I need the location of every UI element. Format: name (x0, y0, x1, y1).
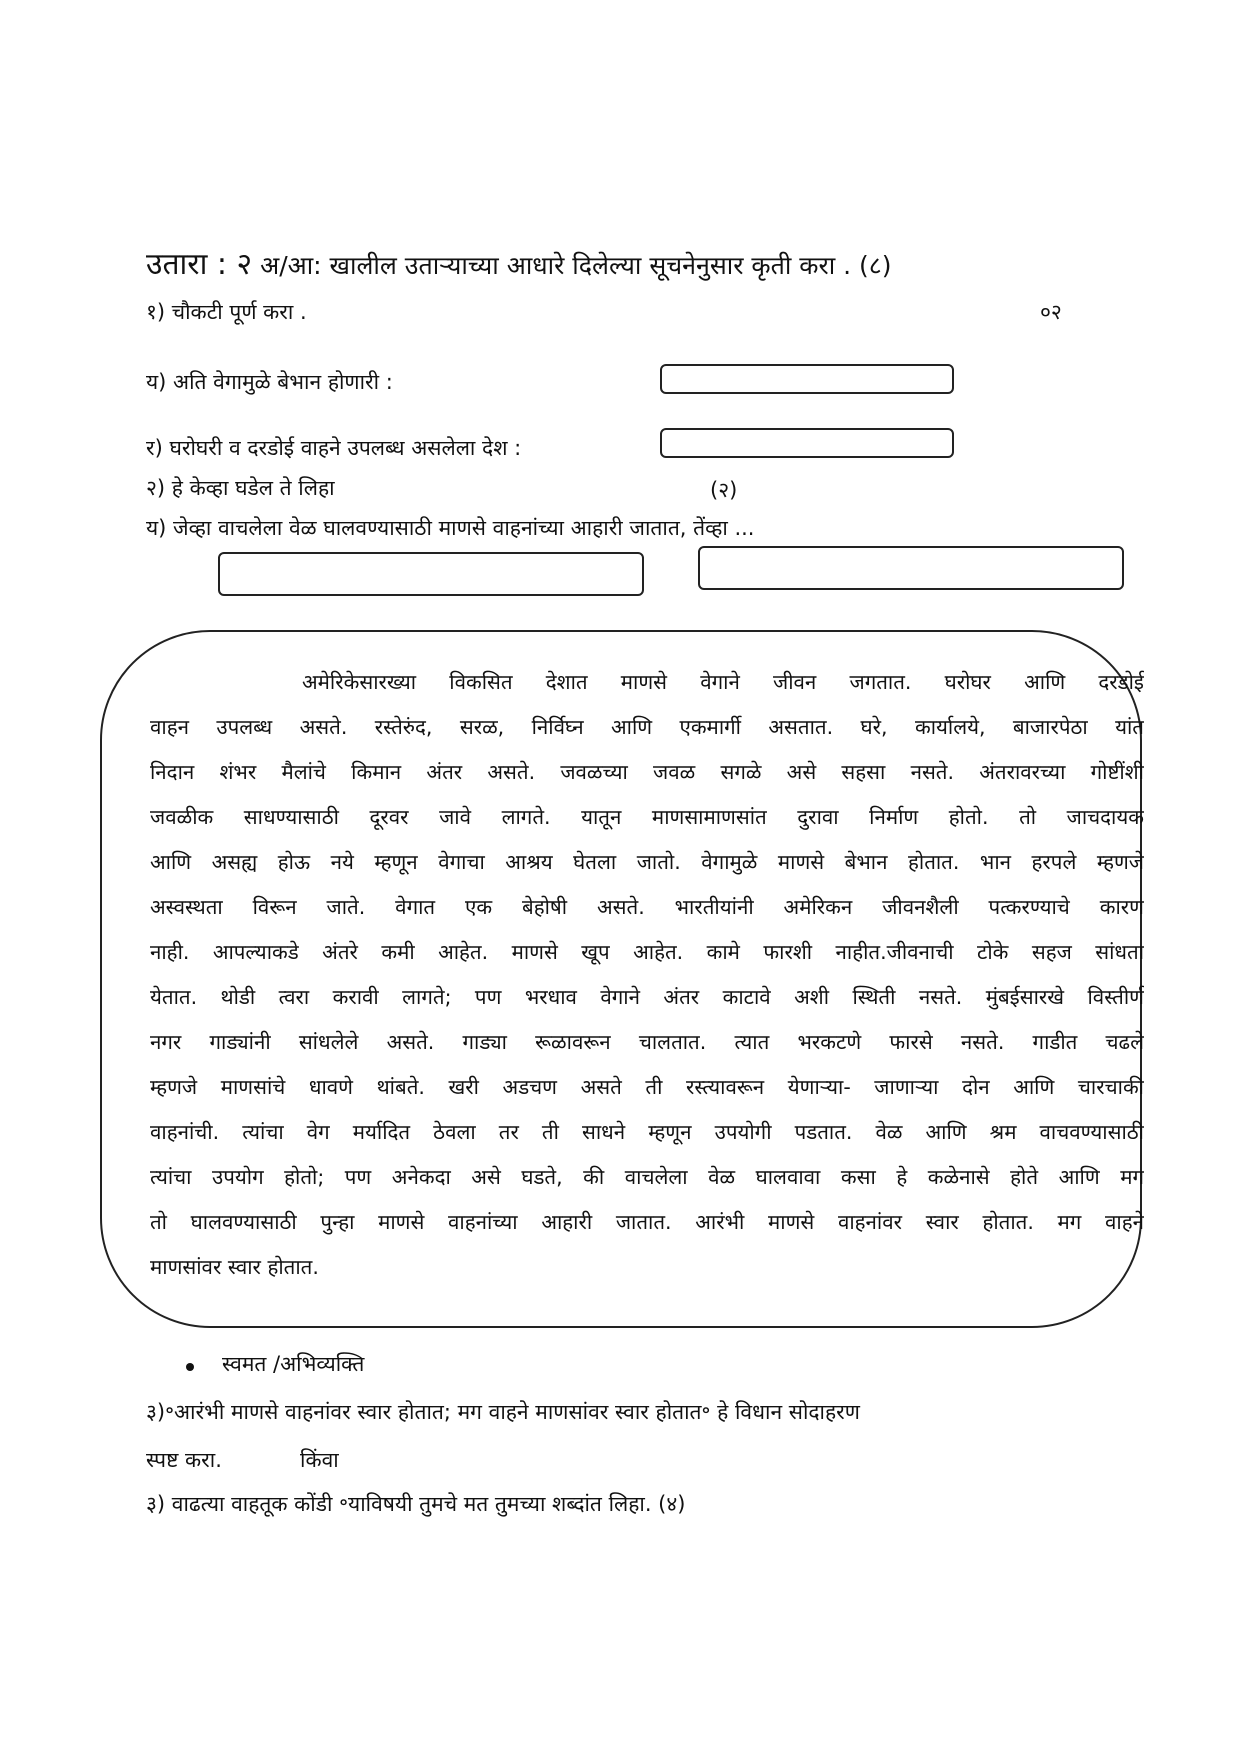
q2-marks: (२) (710, 478, 738, 502)
opinion-section-label: स्वमत /अभिव्यक्ति (222, 1352, 365, 1376)
q1-item-ya: य) अति वेगामुळे बेभान होणारी : (146, 370, 393, 394)
q1-text: १) चौकटी पूर्ण करा . (146, 300, 307, 324)
passage-line: तो घालवण्यासाठी पुन्हा माणसे वाहनांच्या आहारी जातात. आरंभी माणसे वाहनांवर स्वार होतात. मग वाहने (150, 1210, 1144, 1234)
or-label: किंवा (300, 1448, 339, 1472)
q3a-text-line1: ३)॰आरंभी माणसे वाहनांवर स्वार होतात; मग वाहने माणसांवर स्वार होतात॰ हे विधान सोदाहरण (146, 1400, 860, 1424)
q1-marks: ०२ (1040, 300, 1062, 324)
bullet-icon (186, 1363, 194, 1371)
passage-line: नगर गाड्यांनी सांधलेले असते. गाड्या रूळावरून चालतात. त्यात भरकटणे फारसे नसते. गाडीत चढले (150, 1030, 1144, 1054)
answer-box-q2-right[interactable] (698, 546, 1124, 590)
passage-line: म्हणजे माणसांचे धावणे थांबते. खरी अडचण असते ती रस्त्यावरून येणाऱ्या- जाणाऱ्या दोन आणि चारचाकी (150, 1075, 1144, 1099)
passage-line: वाहनांची. त्यांचा वेग मर्यादित ठेवला तर ती साधने म्हणून उपयोगी पडतात. वेळ आणि श्रम वाचवण्यासाठी (150, 1120, 1144, 1144)
passage-line: जवळीक साधण्यासाठी दूरवर जावे लागते. यातून माणसामाणसांत दुरावा निर्माण होतो. तो जाचदायक (150, 805, 1144, 829)
passage-line: अस्वस्थता विरून जाते. वेगात एक बेहोषी असते. भारतीयांनी अमेरिकन जीवनशैली पत्करण्याचे कारण (150, 895, 1144, 919)
q2-item-ya: य) जेव्हा वाचलेला वेळ घालवण्यासाठी माणसे वाहनांच्या आहारी जातात, तेंव्हा ... (146, 516, 755, 540)
q3a-text-line2: स्पष्ट करा. (146, 1448, 222, 1472)
answer-box-q2-left[interactable] (218, 552, 644, 596)
passage-line: आणि असह्य होऊ नये म्हणून वेगाचा आश्रय घेतला जातो. वेगामुळे माणसे बेभान होतात. भान हरपले म्हणजे (150, 850, 1144, 874)
passage-label: उतारा : २ (146, 247, 253, 282)
passage-line: निदान शंभर मैलांचे किमान अंतर असते. जवळच्या जवळ सगळे असे सहसा नसते. अंतरावरच्या गोष्टींशी (150, 760, 1144, 784)
passage-line: त्यांचा उपयोग होतो; पण अनेकदा असे घडते, की वाचलेला वेळ घालवावा कसा हे कळेनासे होते आणि मग (150, 1165, 1144, 1189)
answer-box-ra[interactable] (660, 428, 954, 458)
q1-item-ra: र) घरोघरी व दरडोई वाहने उपलब्ध असलेला देश : (146, 436, 522, 460)
q3b-text: ३) वाढत्या वाहतूक कोंडी ॰याविषयी तुमचे मत तुमच्या शब्दांत लिहा. (४) (146, 1492, 686, 1516)
instruction-text: अ/आ: खालील उताऱ्याच्या आधारे दिलेल्या सूचनेनुसार कृती करा . (८) (260, 251, 892, 280)
passage-line: येतात. थोडी त्वरा करावी लागते; पण भरधाव वेगाने अंतर काटावे अशी स्थिती नसते. मुंबईसारखे विस्तीर्ण (150, 985, 1144, 1009)
passage-line: वाहन उपलब्ध असते. रस्तेरुंद, सरळ, निर्विघ्न आणि एकमार्गी असतात. घरे, कार्यालये, बाजारपेठा यांत (150, 715, 1144, 739)
passage-line: माणसांवर स्वार होतात. (150, 1255, 319, 1279)
passage-line: नाही. आपल्याकडे अंतरे कमी आहेत. माणसे खूप आहेत. कामे फारशी नाहीत.जीवनाची टोके सहज सांधता (150, 940, 1144, 964)
q2-text: २) हे केव्हा घडेल ते लिहा (146, 476, 335, 500)
passage-text (150, 660, 1144, 1290)
answer-box-ya[interactable] (660, 364, 954, 394)
passage-line: अमेरिकेसारख्या विकसित देशात माणसे वेगाने जीवन जगतात. घरोघर आणि दरडोई (302, 670, 1144, 694)
question-header (146, 242, 892, 283)
